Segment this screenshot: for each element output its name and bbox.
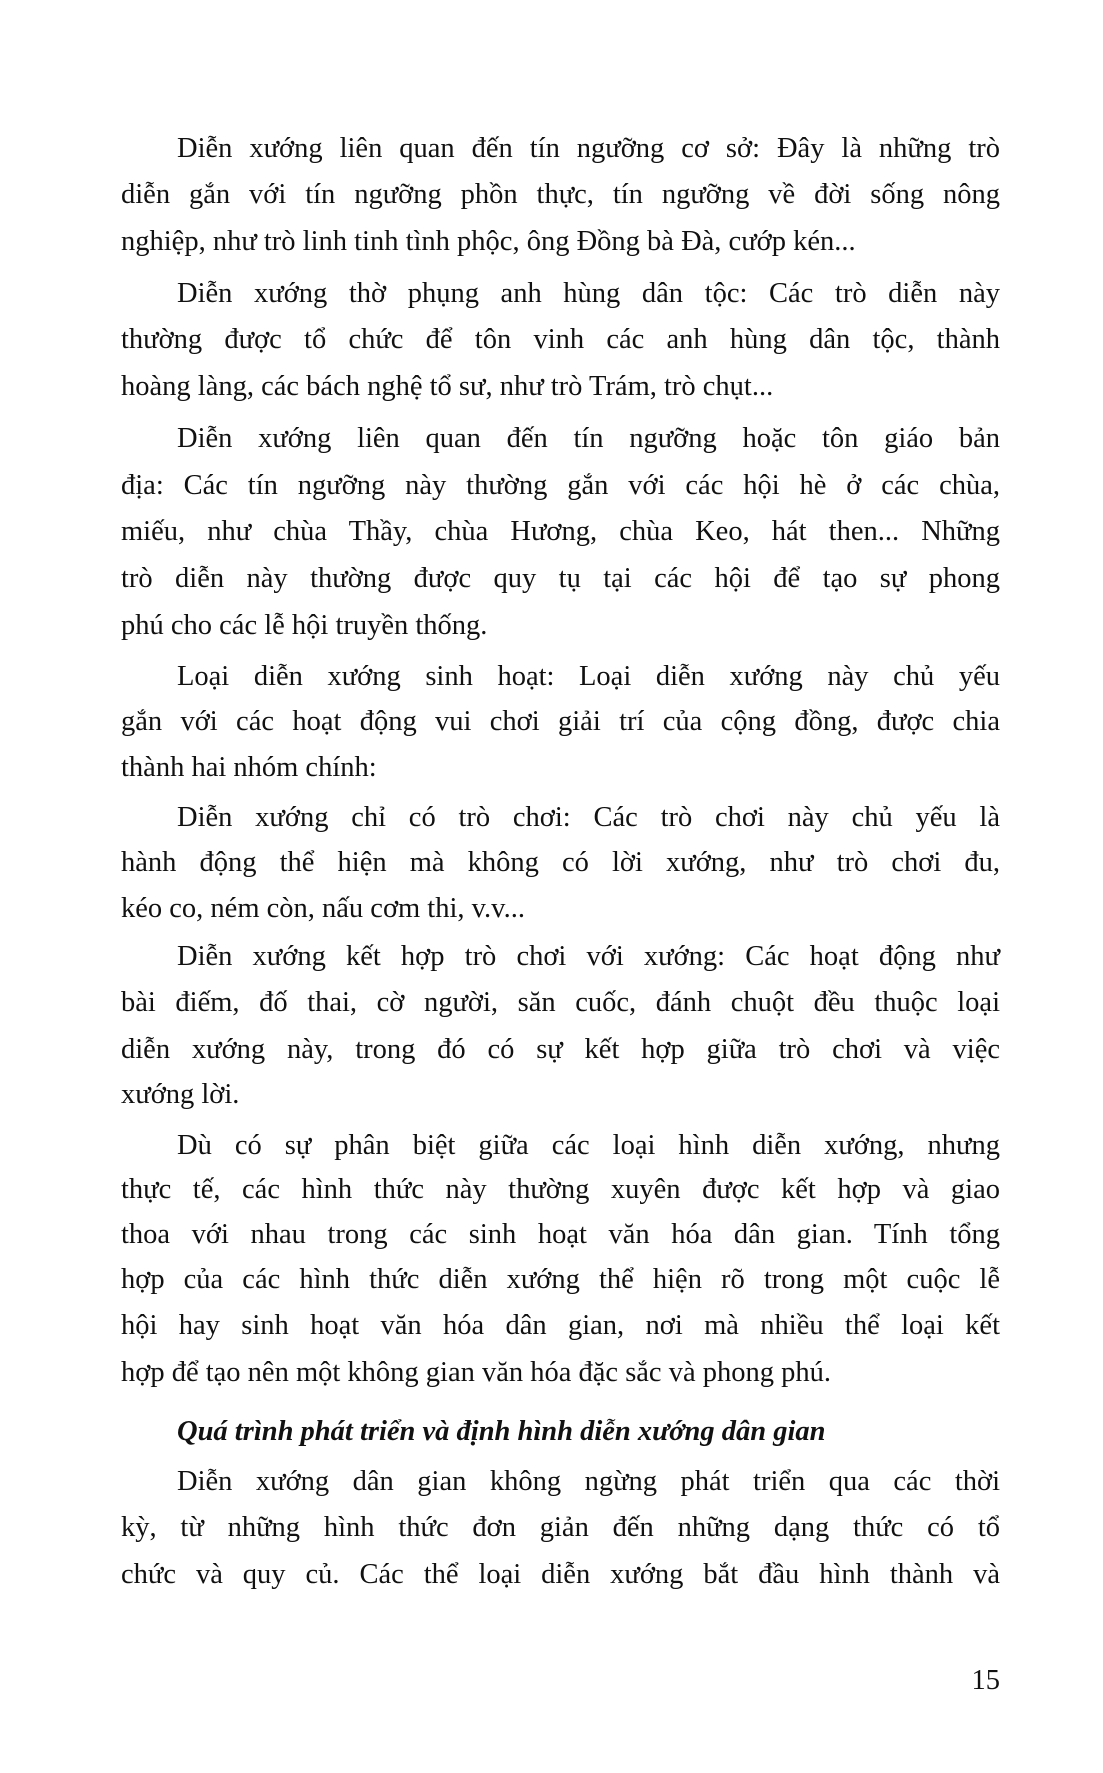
text-line: thường được tổ chức để tôn vinh các anh hùng dân tộc, thành bbox=[121, 324, 1000, 355]
text-line: Diễn xướng liên quan đến tín ngưỡng hoặc tôn giáo bản bbox=[177, 423, 1000, 454]
text-line: diễn gắn với tín ngưỡng phồn thực, tín ngưỡng về đời sống nông bbox=[121, 179, 1000, 210]
text-line: Diễn xướng chỉ có trò chơi: Các trò chơi này chủ yếu là bbox=[177, 802, 1000, 833]
text-line: Diễn xướng thờ phụng anh hùng dân tộc: Các trò diễn này bbox=[177, 278, 1000, 309]
text-line: hợp của các hình thức diễn xướng thể hiện rõ trong một cuộc lễ bbox=[121, 1264, 1000, 1295]
text-line: Diễn xướng dân gian không ngừng phát triển qua các thời bbox=[177, 1466, 1000, 1497]
text-line: hành động thể hiện mà không có lời xướng, như trò chơi đu, bbox=[121, 847, 1000, 878]
text-line: kéo co, ném còn, nấu cơm thi, v.v... bbox=[121, 893, 525, 924]
text-line: bài điếm, đố thai, cờ người, săn cuốc, đánh chuột đều thuộc loại bbox=[121, 987, 1000, 1018]
text-line: xướng lời. bbox=[121, 1079, 240, 1110]
text-line: gắn với các hoạt động vui chơi giải trí của cộng đồng, được chia bbox=[121, 706, 1000, 737]
text-line: Diễn xướng kết hợp trò chơi với xướng: Các hoạt động như bbox=[177, 941, 1000, 972]
section-heading: Quá trình phát triển và định hình diễn xướng dân gian bbox=[177, 1416, 826, 1447]
text-line: Loại diễn xướng sinh hoạt: Loại diễn xướng này chủ yếu bbox=[177, 661, 1000, 692]
text-line: trò diễn này thường được quy tụ tại các hội để tạo sự phong bbox=[121, 563, 1000, 594]
text-line: thực tế, các hình thức này thường xuyên được kết hợp và giao bbox=[121, 1174, 1000, 1205]
text-line: diễn xướng này, trong đó có sự kết hợp giữa trò chơi và việc bbox=[121, 1034, 1000, 1065]
text-line: chức và quy củ. Các thể loại diễn xướng bắt đầu hình thành và bbox=[121, 1559, 1000, 1590]
text-line: hội hay sinh hoạt văn hóa dân gian, nơi mà nhiều thể loại kết bbox=[121, 1310, 1000, 1341]
text-line: thành hai nhóm chính: bbox=[121, 752, 377, 783]
text-line: hợp để tạo nên một không gian văn hóa đặc sắc và phong phú. bbox=[121, 1357, 831, 1388]
text-line: địa: Các tín ngưỡng này thường gắn với các hội hè ở các chùa, bbox=[121, 470, 1000, 501]
text-line: hoàng làng, các bách nghệ tổ sư, như trò Trám, trò chụt... bbox=[121, 371, 774, 402]
text-line: miếu, như chùa Thầy, chùa Hương, chùa Keo, hát then... Những bbox=[121, 516, 1000, 547]
text-line: Diễn xướng liên quan đến tín ngưỡng cơ sở: Đây là những trò bbox=[177, 133, 1000, 164]
text-line: Dù có sự phân biệt giữa các loại hình diễn xướng, nhưng bbox=[177, 1130, 1000, 1161]
text-line: thoa với nhau trong các sinh hoạt văn hóa dân gian. Tính tổng bbox=[121, 1219, 1000, 1250]
page-number: 15 bbox=[971, 1665, 1000, 1696]
text-line: nghiệp, như trò linh tinh tình phộc, ông Đồng bà Đà, cướp kén... bbox=[121, 226, 856, 257]
text-line: phú cho các lễ hội truyền thống. bbox=[121, 610, 488, 641]
text-line: kỳ, từ những hình thức đơn giản đến những dạng thức có tổ bbox=[121, 1512, 1000, 1543]
